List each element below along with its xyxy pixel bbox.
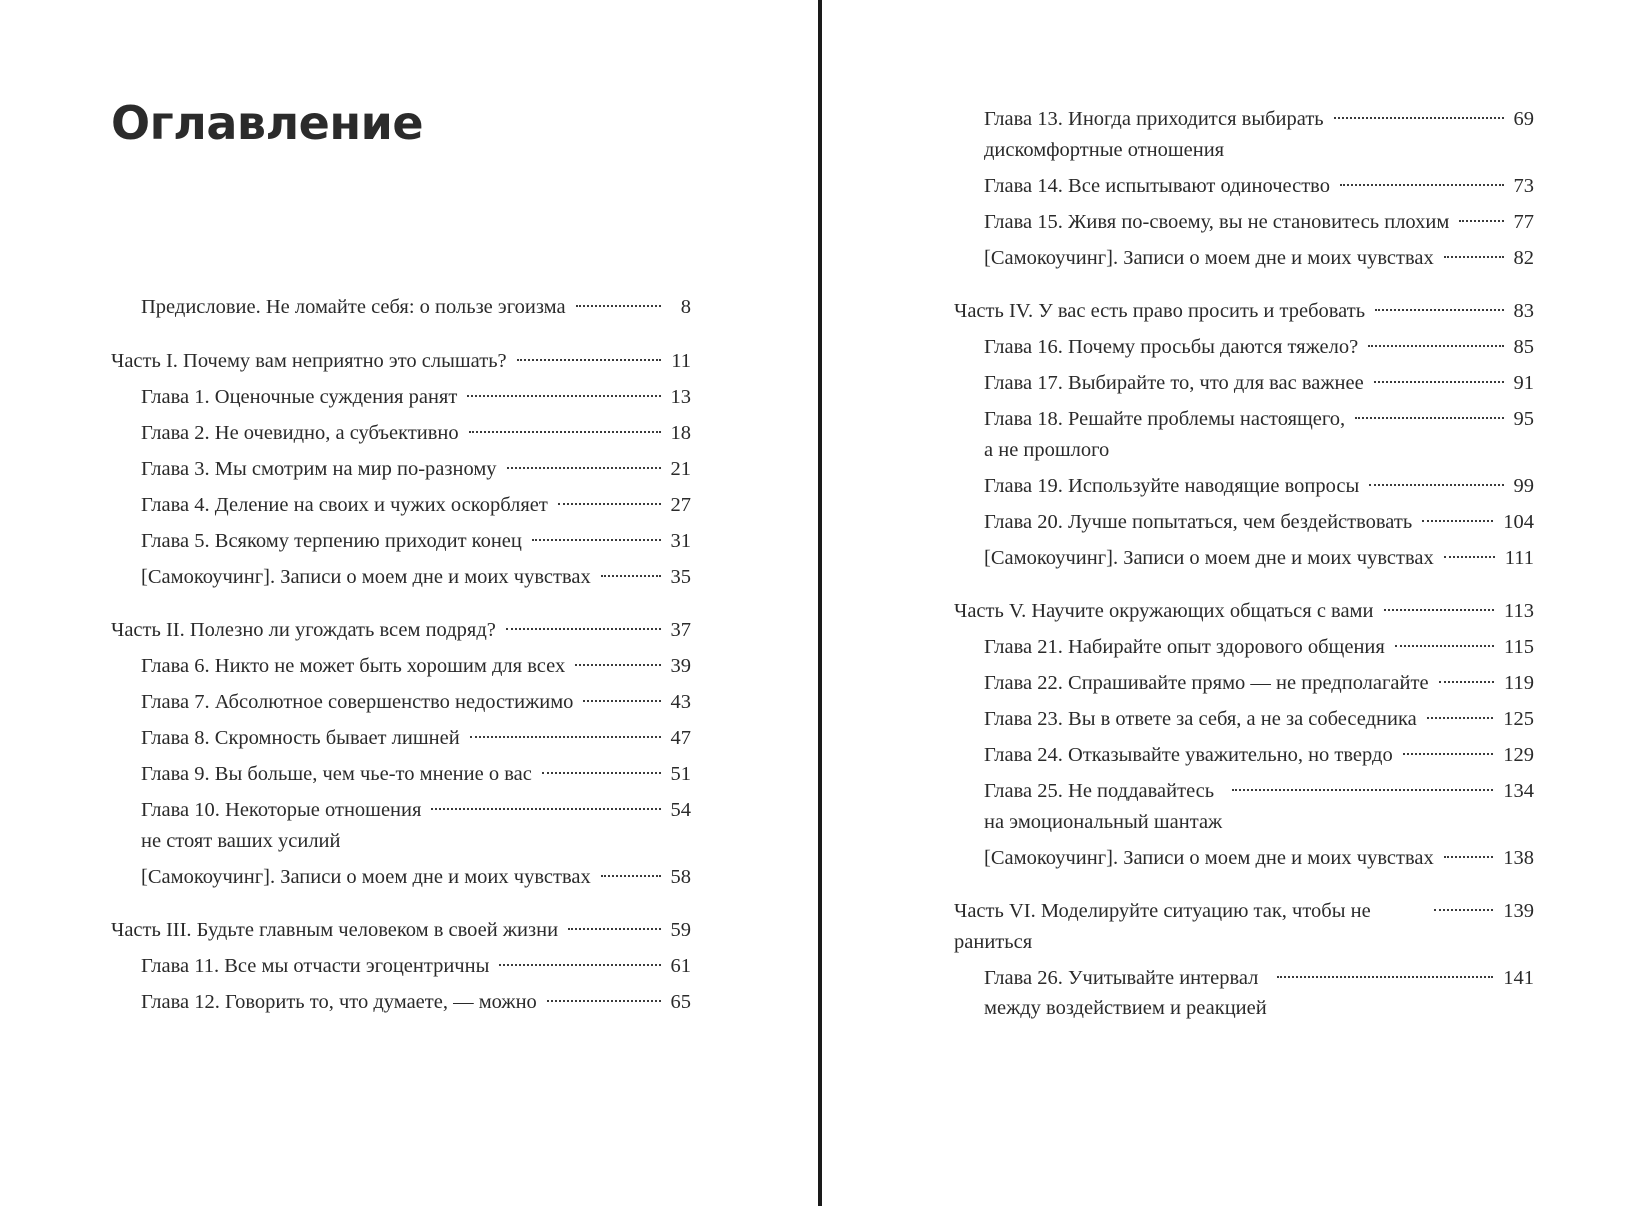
toc-page-number: 111 [1504, 546, 1534, 569]
toc-chapter-entry [111, 418, 691, 449]
dot-leader [1427, 717, 1494, 719]
left-page [0, 0, 818, 1206]
toc-entry-title: Часть VI. Моделируйте ситуацию так, чтобы не раниться [954, 900, 1371, 953]
toc-page-number: 139 [1503, 900, 1534, 922]
toc-entry-title-line1: Глава 25. Не поддавайтесь [984, 780, 1215, 802]
dot-leader [1334, 117, 1504, 119]
toc-page-number: 21 [670, 457, 691, 480]
right-page [822, 0, 1647, 1206]
dot-leader [517, 359, 661, 361]
toc-chapter-entry [111, 759, 691, 790]
toc-page-number: 65 [670, 991, 691, 1013]
dot-leader [1369, 484, 1503, 486]
toc-page-number: 37 [670, 619, 691, 641]
dot-leader [1374, 381, 1504, 383]
toc-chapter-entry [111, 987, 691, 1018]
dot-leader [499, 964, 660, 966]
toc-entry-title-line1: Глава 13. Иногда приходится выбирать [984, 108, 1324, 130]
toc-entry-title: Глава 19. Используйте наводящие вопросы [984, 474, 1360, 497]
toc-chapter-entry [111, 562, 691, 593]
toc-page-number: 85 [1513, 336, 1534, 358]
toc-entry-title: Часть IV. У вас есть право просить и требовать [954, 300, 1366, 322]
toc-page-number: 104 [1503, 510, 1534, 533]
toc-chapter-entry [954, 332, 1534, 363]
toc-entry-title: [Самокоучинг]. Записи о моем дне и моих чувствах [141, 565, 591, 588]
toc-entry-title-line1: Глава 26. Учитывайте интервал [984, 966, 1259, 989]
toc-page-number: 35 [670, 565, 691, 588]
toc-entry-title: Глава 21. Набирайте опыт здорового общения [984, 636, 1385, 658]
dot-leader [1340, 184, 1504, 186]
dot-leader [583, 700, 660, 702]
toc-entry-title: [Самокоучинг]. Записи о моем дне и моих чувствах [984, 246, 1434, 269]
toc-chapter-entry [954, 404, 1534, 465]
dot-leader [1277, 976, 1494, 978]
toc-entry-title: Глава 20. Лучше попытаться, чем бездействовать [984, 510, 1413, 533]
toc-chapter-entry [954, 207, 1534, 238]
toc-page-number: 61 [670, 955, 691, 977]
toc-entry-title [984, 776, 1222, 837]
toc-chapter-entry [111, 651, 691, 682]
toc-page-number: 51 [670, 763, 691, 785]
toc-chapter-entry [954, 507, 1534, 538]
toc-page-number: 113 [1504, 600, 1534, 622]
toc-chapter-entry [954, 368, 1534, 399]
toc-entry-title: [Самокоучинг]. Записи о моем дне и моих чувствах [141, 865, 591, 888]
toc-chapter-entry [954, 668, 1534, 699]
toc-entry-title: Глава 6. Никто не может быть хорошим для всех [141, 655, 566, 677]
toc-entry-title: Глава 16. Почему просьбы даются тяжело? [984, 336, 1359, 358]
dot-leader [1444, 856, 1494, 858]
dot-leader [576, 305, 661, 307]
toc-page-number: 82 [1513, 246, 1534, 269]
toc-chapter-entry [111, 526, 691, 557]
toc-chapter-entry [111, 951, 691, 982]
toc-part-entry [111, 346, 691, 377]
toc-page-number: 18 [670, 421, 691, 444]
toc-chapter-entry [111, 723, 691, 754]
toc-entry-title: Часть II. Полезно ли угождать всем подряд? [111, 619, 496, 641]
dot-leader [1375, 309, 1503, 311]
toc-entry-title: Глава 11. Все мы отчасти эгоцентричны [141, 955, 490, 977]
toc-page-number: 99 [1513, 474, 1534, 497]
toc-entry-title: [Самокоучинг]. Записи о моем дне и моих чувствах [984, 546, 1434, 569]
toc-chapter-entry [954, 632, 1534, 663]
toc-page-number: 69 [1513, 108, 1534, 130]
toc-page-number: 115 [1504, 636, 1534, 658]
toc-chapter-entry [954, 543, 1534, 574]
toc-chapter-entry [111, 862, 691, 893]
toc-chapter-entry [111, 382, 691, 413]
toc-entry-title: Глава 12. Говорить то, что думаете, — можно [141, 991, 537, 1013]
toc-page-number: 54 [670, 799, 691, 821]
toc-list-left [111, 292, 691, 1023]
toc-page-number: 39 [670, 655, 691, 677]
toc-entry-title: Глава 5. Всякому терпению приходит конец [141, 529, 522, 552]
toc-page-number: 31 [670, 529, 691, 552]
dot-leader [532, 539, 661, 541]
dot-leader [1459, 220, 1503, 222]
toc-page-number: 58 [670, 865, 691, 888]
dot-leader [469, 431, 661, 433]
toc-title: Оглавление [111, 96, 424, 150]
toc-page-number: 95 [1513, 408, 1534, 430]
toc-entry-title-line2: не стоят ваших усилий [141, 829, 341, 852]
toc-entry-title: Глава 1. Оценочные суждения ранят [141, 385, 458, 408]
toc-page-number: 129 [1503, 744, 1534, 766]
toc-entry-title: Предисловие. Не ломайте себя: о пользе эгоизма [141, 296, 566, 318]
toc-entry-title: Глава 24. Отказывайте уважительно, но твердо [984, 744, 1393, 766]
dot-leader [601, 875, 661, 877]
dot-leader [1444, 256, 1504, 258]
toc-list-right [954, 104, 1534, 1029]
dot-leader [1403, 753, 1494, 755]
dot-leader [1444, 556, 1495, 558]
toc-part-entry [111, 615, 691, 646]
toc-page-number: 11 [671, 349, 691, 372]
toc-entry-title-line2: между воздействием и реакцией [984, 997, 1267, 1019]
toc-chapter-entry [954, 471, 1534, 502]
toc-page-number: 27 [670, 493, 691, 516]
toc-chapter-entry [954, 843, 1534, 874]
toc-entry-title: Глава 22. Спрашивайте прямо — не предполагайте [984, 672, 1429, 694]
toc-page-number: 59 [670, 919, 691, 941]
toc-chapter-entry [954, 963, 1534, 1024]
toc-page-number: 138 [1503, 846, 1534, 869]
toc-page-number: 77 [1513, 210, 1534, 233]
dot-leader [1422, 520, 1493, 522]
toc-entry-title [984, 963, 1267, 1024]
toc-entry-title: Часть V. Научите окружающих общаться с вами [954, 600, 1374, 622]
toc-entry-title: Глава 2. Не очевидно, а субъективно [141, 421, 459, 444]
dot-leader [467, 395, 660, 397]
toc-entry-title-line2: дискомфортные отношения [984, 138, 1225, 161]
toc-entry-title: Глава 14. Все испытывают одиночество [984, 174, 1330, 197]
toc-chapter-entry [954, 776, 1534, 837]
toc-page-number: 47 [670, 727, 691, 749]
toc-entry-title: [Самокоучинг]. Записи о моем дне и моих чувствах [984, 846, 1434, 869]
toc-entry-title-line1: Глава 18. Решайте проблемы настоящего, [984, 408, 1346, 430]
dot-leader [1368, 345, 1503, 347]
toc-page-number: 125 [1503, 708, 1534, 730]
toc-entry-title-line2: на эмоциональный шантаж [984, 810, 1223, 833]
dot-leader [506, 628, 661, 630]
toc-entry-title: Глава 9. Вы больше, чем чье-то мнение о вас [141, 763, 532, 785]
dot-leader [431, 808, 660, 810]
toc-chapter-entry [954, 243, 1534, 274]
toc-page-number: 141 [1503, 966, 1534, 989]
toc-part-entry [111, 292, 691, 323]
dot-leader [1395, 645, 1494, 647]
toc-chapter-entry [954, 171, 1534, 202]
toc-part-entry [954, 296, 1534, 327]
toc-page-number: 73 [1513, 174, 1534, 197]
toc-entry-title: Глава 4. Деление на своих и чужих оскорбляет [141, 493, 548, 516]
dot-leader [1384, 609, 1495, 611]
toc-entry-title: Глава 23. Вы в ответе за себя, а не за собеседника [984, 708, 1417, 730]
toc-part-entry [954, 896, 1534, 957]
dot-leader [1355, 417, 1503, 419]
toc-chapter-entry [111, 490, 691, 521]
dot-leader [547, 1000, 661, 1002]
dot-leader [1439, 681, 1494, 683]
dot-leader [542, 772, 661, 774]
toc-entry-title-line2: а не прошлого [984, 438, 1110, 461]
toc-entry-title: Глава 15. Живя по-своему, вы не становитесь плохим [984, 210, 1450, 233]
toc-chapter-entry [954, 104, 1534, 165]
toc-chapter-entry [111, 687, 691, 718]
toc-page-number: 43 [670, 691, 691, 713]
toc-entry-title-line1: Глава 10. Некоторые отношения [141, 799, 422, 821]
dot-leader [558, 503, 661, 505]
toc-chapter-entry [111, 454, 691, 485]
dot-leader [470, 736, 661, 738]
toc-chapter-entry [954, 740, 1534, 771]
toc-page-number: 119 [1504, 672, 1534, 694]
dot-leader [507, 467, 661, 469]
toc-entry-title: Глава 8. Скромность бывает лишней [141, 727, 460, 749]
toc-entry-title [984, 104, 1324, 165]
dot-leader [601, 575, 661, 577]
toc-entry-title: Глава 3. Мы смотрим на мир по-разному [141, 457, 497, 480]
dot-leader [568, 928, 660, 930]
toc-entry-title: Часть III. Будьте главным человеком в своей жизни [111, 919, 559, 941]
toc-entry-title: Глава 7. Абсолютное совершенство недостижимо [141, 691, 574, 713]
toc-entry-title [141, 795, 421, 856]
toc-part-entry [954, 596, 1534, 627]
toc-page-number: 8 [680, 296, 691, 318]
toc-part-entry [111, 915, 691, 946]
toc-page-number: 13 [670, 385, 691, 408]
dot-leader [1232, 789, 1493, 791]
toc-chapter-entry [111, 795, 691, 856]
toc-entry-title: Часть I. Почему вам неприятно это слышать? [111, 349, 507, 372]
toc-page-number: 91 [1513, 372, 1534, 394]
toc-entry-title: Глава 17. Выбирайте то, что для вас важнее [984, 372, 1364, 394]
toc-chapter-entry [954, 704, 1534, 735]
dot-leader [575, 664, 660, 666]
toc-entry-title [984, 404, 1345, 465]
toc-page-number: 134 [1503, 780, 1534, 802]
toc-page-number: 83 [1513, 300, 1534, 322]
dot-leader [1434, 909, 1493, 911]
